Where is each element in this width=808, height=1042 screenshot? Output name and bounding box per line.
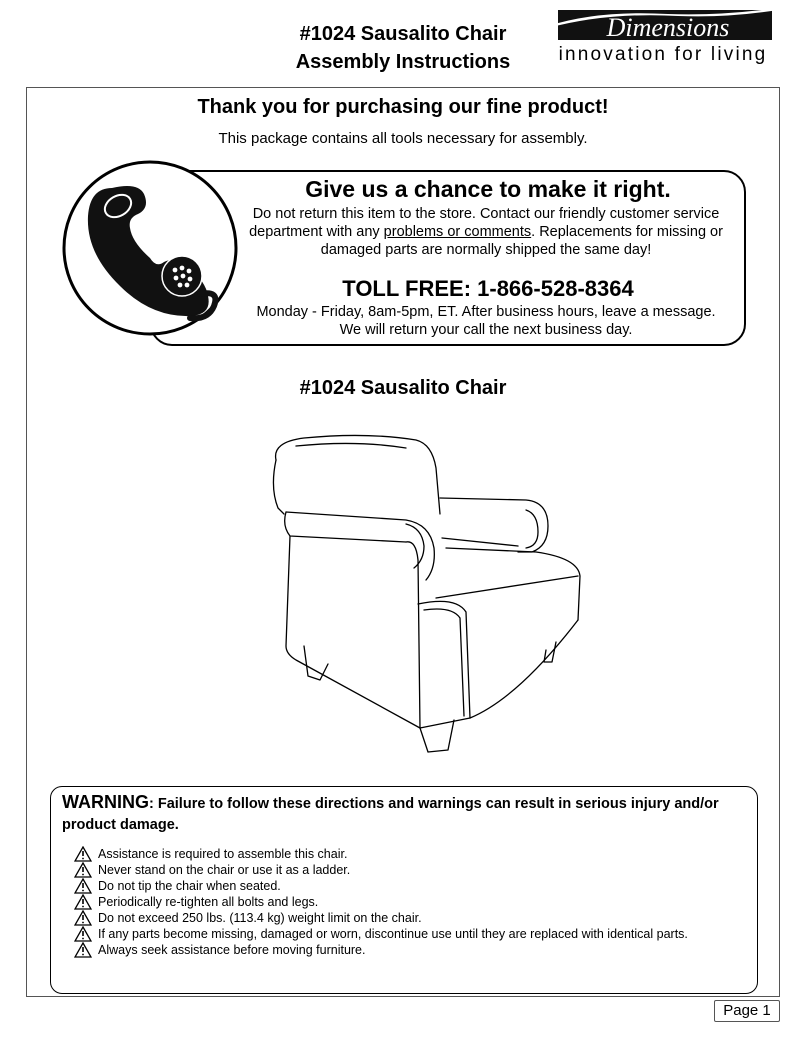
warning-label: WARNING [62, 792, 149, 812]
telephone-handset-icon [60, 158, 240, 338]
support-text-part-2: . Replacements for missing or damaged parts are normally shipped the same day! [320, 224, 723, 258]
warning-item-text: Do not exceed 250 lbs. (113.4 kg) weight limit on the chair. [98, 911, 422, 925]
warning-triangle-icon [74, 942, 92, 958]
brand-tagline: innovation for living [558, 44, 768, 65]
chair-illustration [256, 428, 592, 764]
brand-wordmark: Dimensions [606, 13, 730, 42]
warning-list [74, 846, 754, 958]
warning-triangle-icon [74, 846, 92, 862]
product-heading: #1024 Sausalito Chair [299, 377, 507, 399]
warning-item-text: Always seek assistance before moving furniture. [98, 943, 366, 957]
warning-item-text: If any parts become missing, damaged or worn, discontinue use until they are replaced with identical parts. [98, 927, 688, 941]
warning-item-text: Periodically re-tighten all bolts and legs. [98, 895, 319, 909]
warning-triangle-icon [74, 862, 92, 878]
support-title: Give us a chance to make it right. [305, 176, 671, 202]
page-number: Page 1 [714, 1000, 780, 1022]
title-line-2: Assembly Instructions [295, 51, 511, 73]
list-item [74, 910, 754, 926]
support-text [236, 205, 736, 259]
warning-triangle-icon [74, 894, 92, 910]
package-note: This package contains all tools necessary for assembly. [218, 130, 588, 147]
warning-item-text: Never stand on the chair or use it as a ladder. [98, 863, 351, 877]
list-item [74, 894, 754, 910]
list-item [74, 926, 754, 942]
title-line-1: #1024 Sausalito Chair [299, 23, 507, 45]
list-item [74, 878, 754, 894]
warning-triangle-icon [74, 910, 92, 926]
list-item [74, 846, 754, 862]
hours-line-2: We will return your call the next business day. [339, 322, 633, 338]
warning-text: : Failure to follow these directions and warnings can result in serious injury and/or product damage. [62, 796, 719, 833]
warning-triangle-icon [74, 878, 92, 894]
list-item [74, 862, 754, 878]
business-hours [226, 303, 746, 339]
warning-heading [62, 792, 746, 836]
list-item [74, 942, 754, 958]
brand-logo-graphic [548, 6, 778, 46]
thank-you-heading: Thank you for purchasing our fine product! [197, 96, 609, 118]
warning-triangle-icon [74, 926, 92, 942]
warning-item-text: Do not tip the chair when seated. [98, 879, 281, 893]
document-title [268, 20, 538, 76]
toll-free-number: TOLL FREE: 1-866-528-8364 [342, 276, 634, 301]
support-text-part-1: Do not return this item to the store. Contact our friendly customer service department with any [249, 206, 720, 240]
problems-comments-link[interactable]: problems or comments [383, 224, 532, 240]
warning-item-text: Assistance is required to assemble this chair. [98, 847, 348, 861]
hours-line-1: Monday - Friday, 8am-5pm, ET. After business hours, leave a message. [256, 304, 716, 320]
